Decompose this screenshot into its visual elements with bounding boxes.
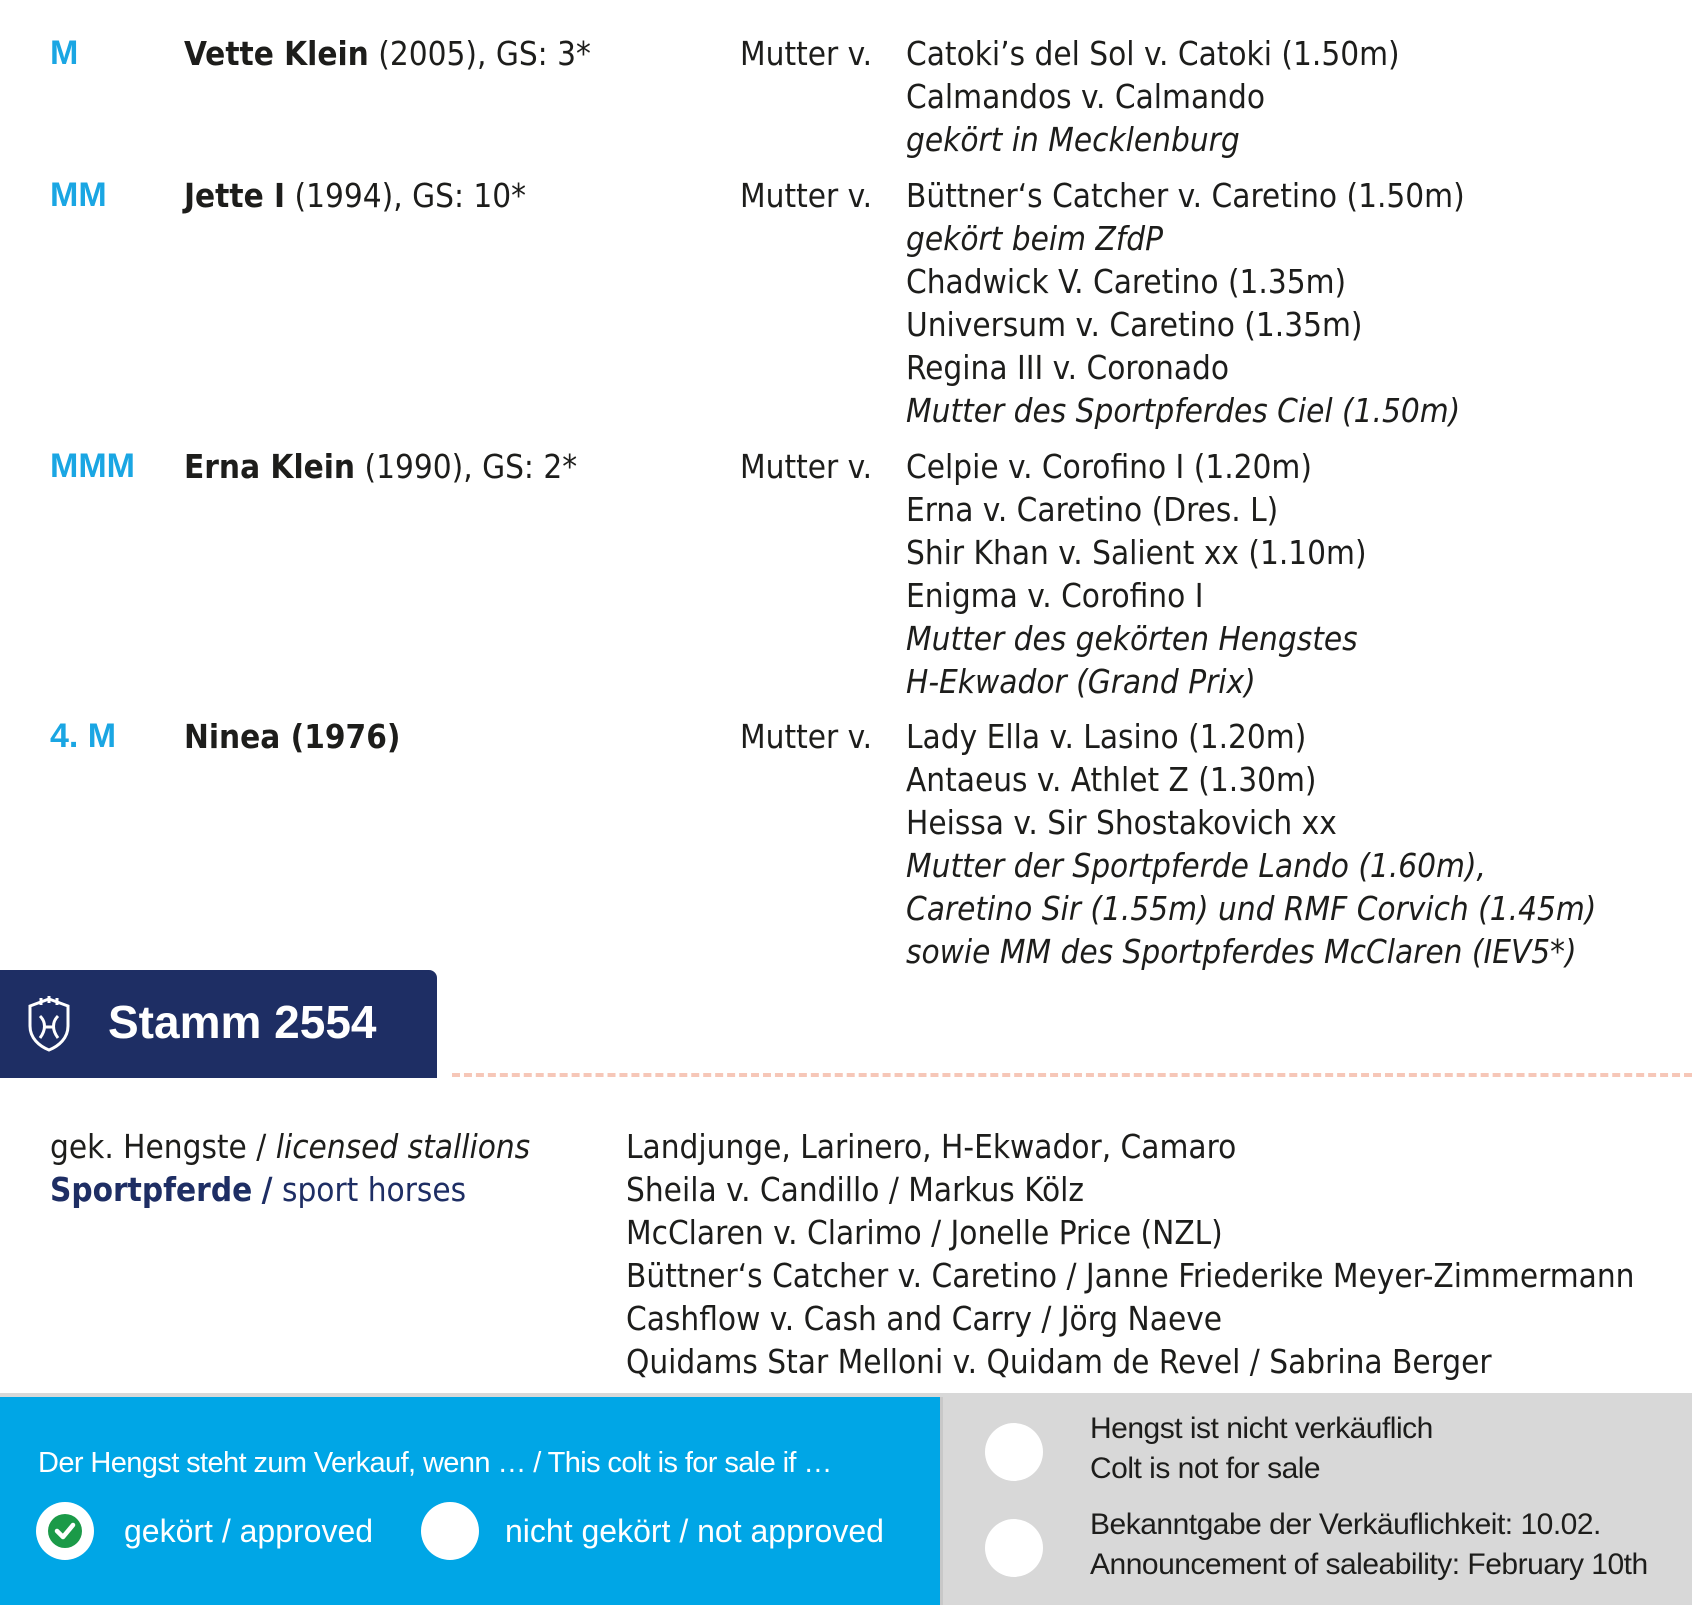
offspring-item: sowie MM des Sportpferdes McClaren (IEV5*) xyxy=(906,932,1577,971)
offspring-item: Universum v. Caretino (1.35m) xyxy=(906,305,1363,344)
sale-condition-panel xyxy=(0,1397,940,1605)
sale-question: Der Hengst steht zum Verkauf, wenn … / This colt is for sale if … xyxy=(38,1447,832,1479)
offspring-item: Büttner‘s Catcher v. Caretino (1.50m) xyxy=(906,176,1465,215)
sport-horses-label: Sportpferde / sport horses xyxy=(50,1170,467,1209)
sport-horse-item: Quidams Star Melloni v. Quidam de Revel / Sabrina Berger xyxy=(626,1342,1492,1381)
not-approved-option-label: nicht gekört / not approved xyxy=(505,1513,884,1549)
mother-of-label: Mutter v. xyxy=(740,34,873,73)
sport-horse-item: McClaren v. Clarimo / Jonelle Price (NZL) xyxy=(626,1213,1223,1252)
offspring-item: Celpie v. Corofino I (1.20m) xyxy=(906,447,1312,486)
offspring-item: Antaeus v. Athlet Z (1.30m) xyxy=(906,760,1317,799)
horse-name: Ninea (1976) xyxy=(184,717,401,756)
availability-panel xyxy=(940,1397,1692,1605)
horse-name: Jette I (1994), GS: 10* xyxy=(184,176,526,215)
offspring-item: Chadwick V. Caretino (1.35m) xyxy=(906,262,1347,301)
offspring-item: Heissa v. Sir Shostakovich xx xyxy=(906,803,1337,842)
shield-logo-icon xyxy=(26,996,72,1052)
generation-label: M xyxy=(50,34,79,72)
announcement-label-de: Bekanntgabe der Verkäuflichkeit: 10.02. xyxy=(1090,1508,1601,1541)
sport-horse-item: Cashflow v. Cash and Carry / Jörg Naeve xyxy=(626,1299,1223,1338)
generation-label: MM xyxy=(50,176,107,214)
stamm-header xyxy=(0,970,437,1078)
offspring-item: Mutter der Sportpferde Lando (1.60m), xyxy=(906,846,1486,885)
mother-of-label: Mutter v. xyxy=(740,717,873,756)
mother-of-label: Mutter v. xyxy=(740,447,873,486)
sport-horse-item: Büttner‘s Catcher v. Caretino / Janne Friederike Meyer-Zimmermann xyxy=(626,1256,1635,1295)
check-icon xyxy=(36,1502,94,1560)
not-for-sale-label-de: Hengst ist nicht verkäuflich xyxy=(1090,1412,1433,1445)
not-approved-checkbox[interactable] xyxy=(421,1502,479,1560)
offspring-item: gekört in Mecklenburg xyxy=(906,120,1240,159)
stallions-and-sport-horses-list xyxy=(626,1125,1635,1383)
offspring-item: Mutter des Sportpferdes Ciel (1.50m) xyxy=(906,391,1461,430)
stamm-title: Stamm 2554 xyxy=(108,996,377,1048)
offspring-item: Mutter des gekörten Hengstes xyxy=(906,619,1358,658)
not-for-sale-label-en: Colt is not for sale xyxy=(1090,1452,1321,1485)
offspring-item: Catoki’s del Sol v. Catoki (1.50m) xyxy=(906,34,1400,73)
offspring-item: Lady Ella v. Lasino (1.20m) xyxy=(906,717,1307,756)
offspring-list xyxy=(906,32,1400,161)
offspring-list xyxy=(906,445,1367,703)
offspring-item: H-Ekwador (Grand Prix) xyxy=(906,662,1256,701)
dashed-divider xyxy=(452,1073,1692,1077)
approved-option-label: gekört / approved xyxy=(124,1513,374,1549)
sport-horse-item: Sheila v. Candillo / Markus Kölz xyxy=(626,1170,1085,1209)
horse-name: Erna Klein (1990), GS: 2* xyxy=(184,447,578,486)
horse-name: Vette Klein (2005), GS: 3* xyxy=(184,34,591,73)
announcement-label-en: Announcement of saleability: February 10th xyxy=(1090,1548,1648,1581)
offspring-list xyxy=(906,715,1596,973)
not-for-sale-checkbox[interactable] xyxy=(985,1423,1043,1481)
offspring-item: Calmandos v. Calmando xyxy=(906,77,1266,116)
offspring-item: Enigma v. Corofino I xyxy=(906,576,1204,615)
mother-of-label: Mutter v. xyxy=(740,176,873,215)
licensed-stallions-value: Landjunge, Larinero, H-Ekwador, Camaro xyxy=(626,1127,1237,1166)
offspring-item: Regina III v. Coronado xyxy=(906,348,1230,387)
generation-label: MMM xyxy=(50,447,135,485)
offspring-list xyxy=(906,174,1465,432)
licensed-stallions-label: gek. Hengste / licensed stallions xyxy=(50,1127,531,1166)
announcement-checkbox[interactable] xyxy=(985,1519,1043,1577)
offspring-item: Erna v. Caretino (Dres. L) xyxy=(906,490,1279,529)
offspring-item: Caretino Sir (1.55m) und RMF Corvich (1.45m) xyxy=(906,889,1597,928)
offspring-item: gekört beim ZfdP xyxy=(906,219,1163,258)
approved-checkbox[interactable] xyxy=(36,1502,94,1560)
generation-label: 4. M xyxy=(50,717,117,755)
offspring-item: Shir Khan v. Salient xx (1.10m) xyxy=(906,533,1367,572)
